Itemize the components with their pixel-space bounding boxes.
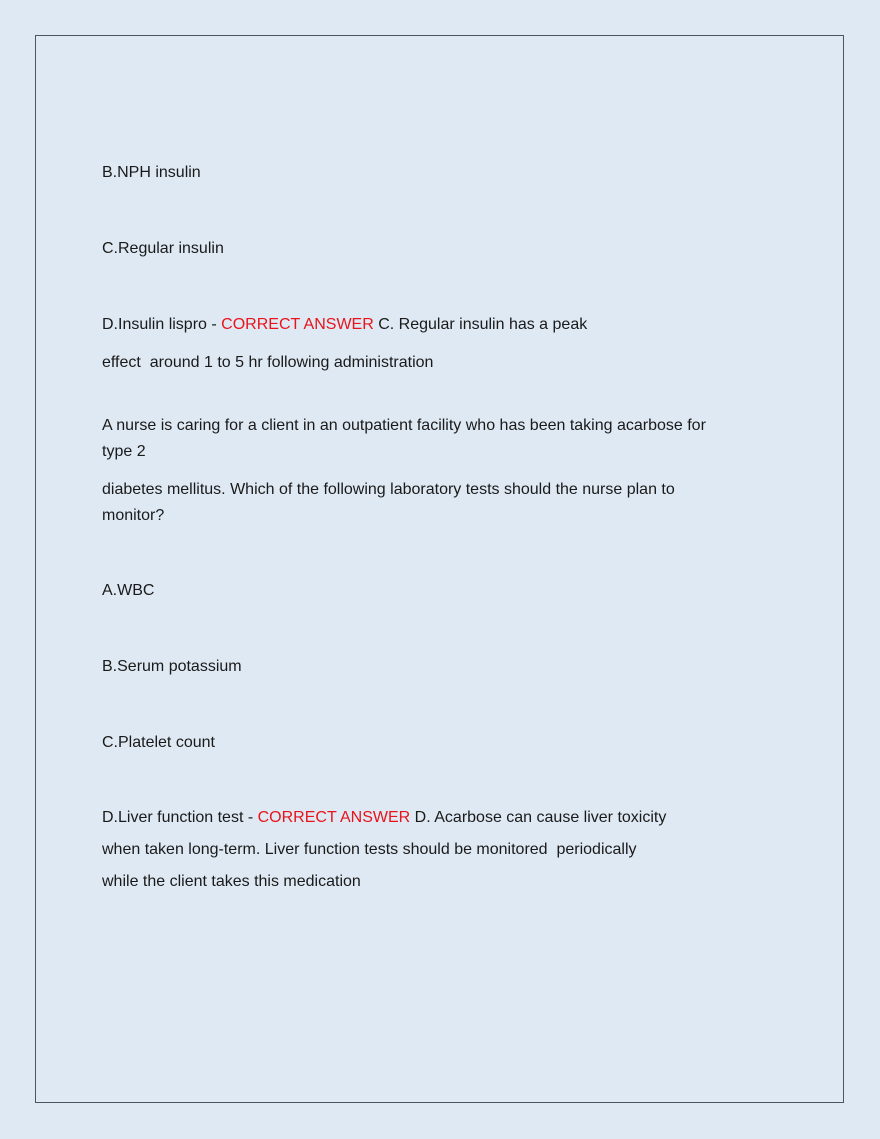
question-text: type 2 [102, 443, 146, 460]
option-c-regular: C.Regular insulin [102, 240, 224, 257]
option-d-text: D.Insulin lispro - [102, 316, 222, 333]
correct-answer-label: CORRECT ANSWER [257, 809, 411, 826]
option-d-lispro-answer [102, 314, 587, 336]
rationale-text: C. Regular insulin has a peak [373, 316, 588, 333]
question-text: diabetes mellitus. Which of the following laboratory tests should the nurse plan to [102, 481, 675, 498]
page-border [35, 35, 844, 1103]
option-d-liver-answer [102, 807, 666, 829]
rationale-continued: while the client takes this medication [102, 873, 361, 890]
question-text: monitor? [102, 507, 165, 524]
option-b-nph: B.NPH insulin [102, 164, 201, 181]
option-d-text: D.Liver function test - [102, 809, 258, 826]
correct-answer-label: CORRECT ANSWER [221, 316, 374, 333]
rationale-continued: effect around 1 to 5 hr following administration [102, 354, 434, 371]
option-b-potassium: B.Serum potassium [102, 658, 242, 675]
option-c-platelet: C.Platelet count [102, 734, 215, 751]
option-a-wbc: A.WBC [102, 582, 155, 599]
rationale-text: D. Acarbose can cause liver toxicity [410, 809, 667, 826]
question-text: A nurse is caring for a client in an outpatient facility who has been taking acarbose for [102, 417, 706, 434]
rationale-continued: when taken long-term. Liver function tests should be monitored periodically [102, 841, 637, 858]
